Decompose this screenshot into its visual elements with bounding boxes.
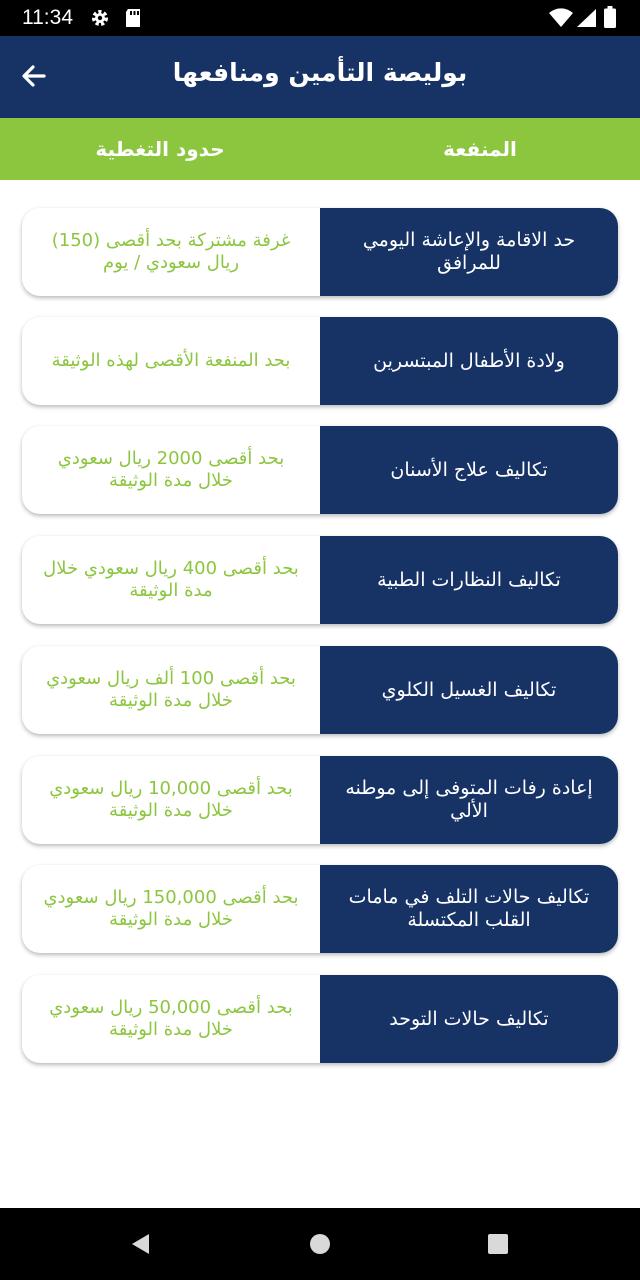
nav-recents-button[interactable] [484,1230,512,1258]
header-coverage-limit: حدود التغطية [95,137,225,161]
home-circle-icon [308,1232,332,1256]
benefit-row[interactable] [22,208,618,296]
benefit-name: تكاليف النظارات الطبية [320,536,618,624]
coverage-limit: بحد أقصى 10,000 ريال سعودي خلال مدة الوثيقة [49,778,293,821]
benefit-row[interactable] [22,646,618,734]
back-button[interactable] [14,56,54,96]
recents-square-icon [486,1232,510,1256]
column-header-bar [0,118,640,180]
benefit-name: تكاليف الغسيل الكلوي [320,646,618,734]
app-bar [0,36,640,118]
arrow-left-icon [20,62,48,90]
signal-icon [576,8,598,32]
system-nav-bar [0,1208,640,1280]
wifi-icon [548,8,574,32]
benefit-row[interactable] [22,865,618,953]
benefit-name: حد الاقامة والإعاشة اليومي للمرافق [320,208,618,296]
coverage-limit: بحد أقصى 50,000 ريال سعودي خلال مدة الوثيقة [49,997,293,1040]
nav-back-button[interactable] [127,1230,155,1258]
benefit-row[interactable] [22,536,618,624]
back-triangle-icon [129,1232,153,1256]
coverage-limit: بحد أقصى 150,000 ريال سعودي خلال مدة الوثيقة [43,887,299,930]
benefit-row[interactable] [22,975,618,1063]
coverage-limit: بحد أقصى 2000 ريال سعودي خلال مدة الوثيقة [57,448,285,491]
coverage-limit: بحد أقصى 100 ألف ريال سعودي خلال مدة الوثيقة [46,668,296,711]
battery-icon [604,6,616,32]
benefit-row[interactable] [22,317,618,405]
benefit-name: ولادة الأطفال المبتسرين [320,317,618,405]
sd-card-icon [124,8,142,32]
status-time: 11:34 [22,6,73,29]
benefit-name: تكاليف حالات التلف في مامات القلب المكتسلة [320,865,618,953]
benefit-name: تكاليف حالات التوحد [320,975,618,1063]
benefit-row[interactable] [22,756,618,844]
benefit-name: إعادة رفات المتوفى إلى موطنه الألي [320,756,618,844]
benefit-name: تكاليف علاج الأسنان [320,426,618,514]
coverage-limit: بحد أقصى 400 ريال سعودي خلال مدة الوثيقة [43,558,299,601]
benefit-row[interactable] [22,426,618,514]
header-benefit: المنفعة [443,137,517,161]
coverage-limit: بحد المنفعة الأقصى لهذه الوثيقة [51,350,291,371]
nav-home-button[interactable] [306,1230,334,1258]
coverage-limit: غرفة مشتركة بحد أقصى (150) ريال سعودي / يوم [51,230,291,273]
page-title: بوليصة التأمين ومنافعها [172,58,468,87]
status-bar [0,0,640,36]
gear-icon [90,8,110,32]
